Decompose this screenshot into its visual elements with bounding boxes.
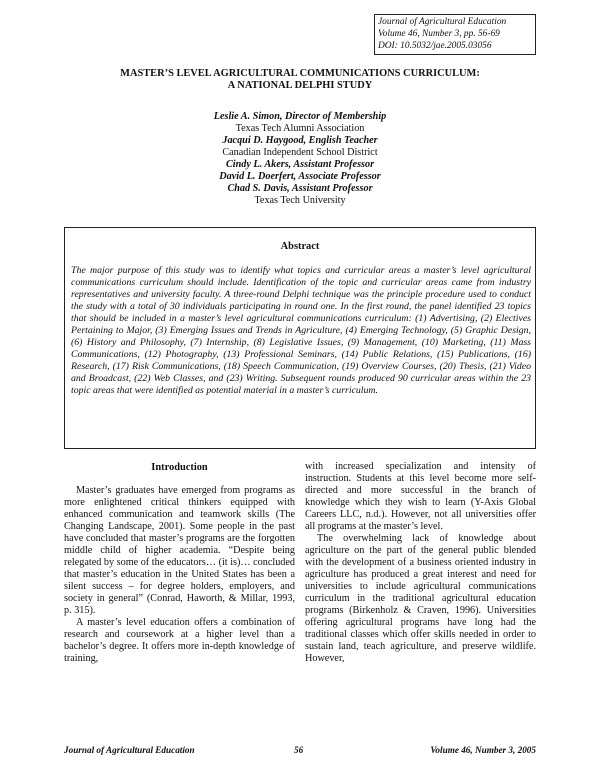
journal-name: Journal of Agricultural Education — [378, 17, 507, 27]
abstract-body: The major purpose of this study was to identify what topics and curricular areas a master’s level agricultural communications curriculum should include. Identification of the topic and curricular areas came from industry representatives and university faculty. A three-round Delphi technique was the principle procedure used to conduct the study with a total of 30 individuals participating in round one. In the first round, the panel identified 23 topics that should be included in a master’s level agricultural communications curriculum: (1) Advertising, (2) Electives Pertaining to Major, (3) Emerging Issues and Trends in Agriculture, (4) Emerging Technology, (5) Graphic Design, (6) History and Philosophy, (7) Internship, (8) Legislative Issues, (9) Management, (10) Marketing, (11) Mass Communications, (12) Photography, (13) Professional Seminars, (14) Public Relations, (15) Publications, (16) Research, (17) Risk Communications, (18) Speech Communication, (19) Overview Courses, (20) Thesis, (21) Video and Broadcast, (22) Web Classes, and (23) Writing. Subsequent rounds produced 90 curricular areas within the 23 topic areas that were identified as potential material in a master’s curriculum. — [71, 265, 531, 396]
right-column — [305, 461, 536, 665]
paper-title-line-2: A NATIONAL DELPHI STUDY — [227, 80, 373, 91]
affiliation-line: Canadian Independent School District — [222, 147, 378, 158]
introduction-heading: Introduction — [151, 462, 208, 473]
paper-title — [60, 68, 540, 92]
body-paragraph: A master’s level education offers a combination of research and coursework at a higher level than a bachelor’s degree. It offers more in-depth knowledge of training, — [64, 617, 295, 664]
author-line: Jacqui D. Haygood, English Teacher — [222, 135, 378, 146]
footer-journal-name: Journal of Agricultural Education — [64, 745, 195, 755]
author-line: David L. Doerfert, Associate Professor — [219, 171, 381, 182]
paper-title-line-1: MASTER’S LEVEL AGRICULTURAL COMMUNICATIONS CURRICULUM: — [120, 68, 480, 79]
author-line: Chad S. Davis, Assistant Professor — [227, 183, 373, 194]
abstract-heading: Abstract — [280, 241, 320, 252]
author-line: Leslie A. Simon, Director of Membership — [213, 111, 387, 122]
affiliation-line: Texas Tech Alumni Association — [235, 123, 365, 134]
author-line: Cindy L. Akers, Assistant Professor — [225, 159, 375, 170]
journal-citation-box — [374, 14, 536, 55]
abstract-box — [64, 227, 536, 449]
footer-volume: Volume 46, Number 3, 2005 — [430, 745, 536, 755]
body-paragraph-continued: with increased specialization and intensity of instruction. Students at this level become more self-directed and more successful in the branch of knowledge which they wish to learn (Y-Axis Global Careers LLC, n.d.). However, not all universities offer all programs at the master’s level. — [305, 461, 536, 532]
body-paragraph: The overwhelming lack of knowledge about agriculture on the part of the general public blended with the development of a business oriented industry in agriculture has produced a great interest and need for universities to include agricultural communications curriculum in the traditional agricultural education programs (Birkenholz & Craven, 1996). Universities offering agricultural programs have long had the traditional classes which offer skills needed in order to sustain land, teach agriculture, and preserve wildlife. However, — [305, 533, 536, 664]
journal-doi: DOI: 10.5032/jae.2005.03056 — [378, 41, 492, 51]
page-footer — [64, 745, 536, 757]
footer-page-number: 56 — [294, 745, 304, 755]
left-column — [64, 462, 295, 665]
journal-volume-pages: Volume 46, Number 3, pp. 56-69 — [378, 29, 500, 39]
body-paragraph: Master’s graduates have emerged from programs as more enlightened critical thinkers equipped with enhanced communication and teamwork skills (The Changing Landscape, 2001). Some people in the past have concluded that master’s programs are the forgotten middle child of higher academia. “Despite being relegated by some of the educators… (it is)… concluded that master’s education in the United States has been a silent success – for degree holders, employers, and society in general” (Conrad, Haworth, & Millar, 1993, p. 315). — [64, 485, 295, 616]
author-list — [100, 111, 500, 207]
affiliation-line: Texas Tech University — [254, 195, 346, 206]
